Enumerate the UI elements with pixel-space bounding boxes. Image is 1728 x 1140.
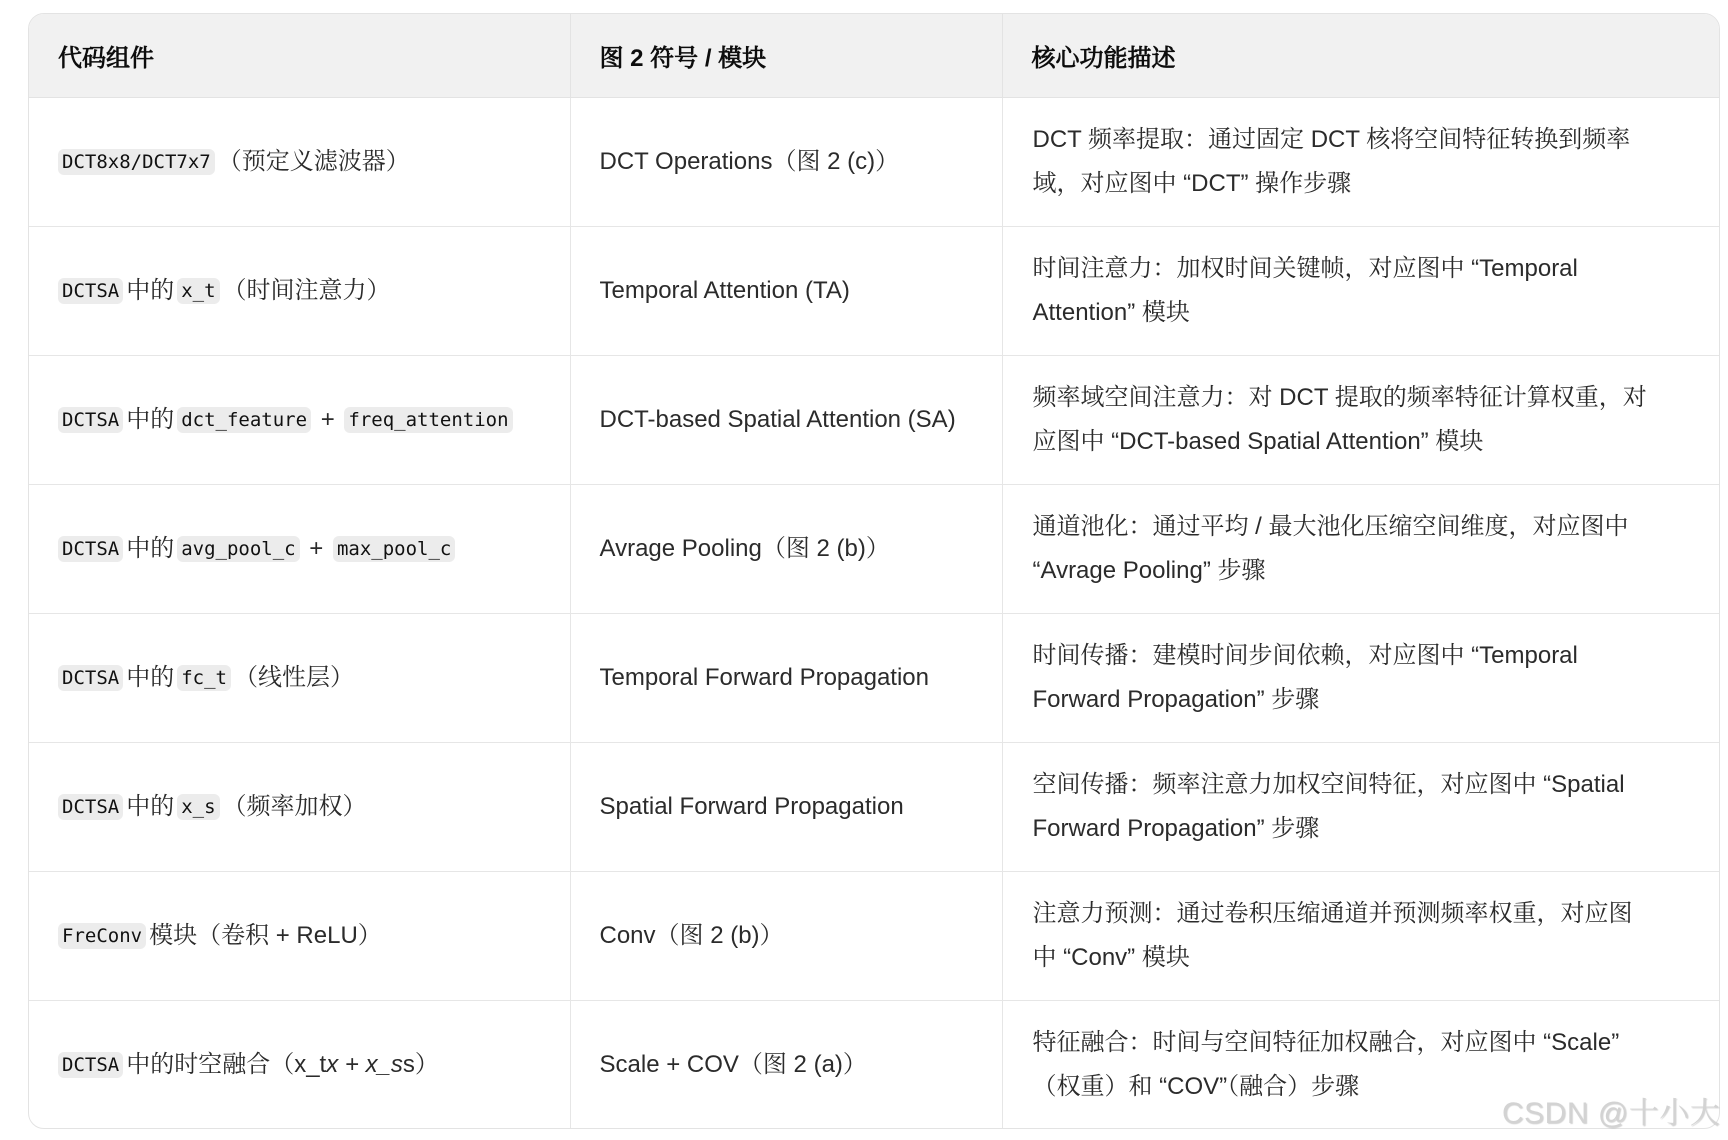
description-line: Forward Propagation” 步骤 [1032, 685, 1320, 713]
code-chip: DCT8x8/DCT7x7 [58, 149, 215, 175]
figure-symbol-cell [570, 355, 1002, 484]
component-text: s） [402, 1050, 439, 1078]
component-text: 中的 [126, 276, 175, 304]
description-line: 特征融合：时间与空间特征加权融合，对应图中 “Scale” [1032, 1028, 1620, 1056]
component-text: 中的时空融合（x_t [126, 1050, 327, 1078]
component-cell [29, 355, 570, 484]
table-body [29, 97, 1719, 1129]
table-row [29, 871, 1719, 1000]
description-line: Attention” 模块 [1032, 298, 1190, 326]
table-header [29, 14, 1719, 97]
table-row [29, 613, 1719, 742]
component-text: （预定义滤波器） [217, 147, 410, 175]
description-line: 注意力预测：通过卷积压缩通道并预测频率权重，对应图 [1032, 899, 1633, 927]
code-chip: fc_t [177, 665, 231, 691]
description-line: 时间传播：建模时间步间依赖，对应图中 “Temporal [1032, 641, 1578, 669]
italic-formula-text: x + x_s [326, 1050, 403, 1078]
plus-sign: + [302, 534, 330, 562]
component-cell [29, 871, 570, 1000]
component-cell [29, 742, 570, 871]
description-cell [1002, 226, 1719, 355]
table-container [28, 13, 1720, 1129]
description-line: 空间传播：频率注意力加权空间特征，对应图中 “Spatial [1032, 770, 1625, 798]
figure-symbol-cell [570, 613, 1002, 742]
figure-symbol-cell [570, 742, 1002, 871]
component-cell [29, 613, 570, 742]
table-row [29, 97, 1719, 226]
header-core-function: 核心功能描述 [1002, 14, 1719, 97]
figure-symbol-text: Scale + COV（图 2 (a)） [599, 1050, 867, 1078]
figure-symbol-cell [570, 226, 1002, 355]
csdn-watermark: CSDN @十小大 [1502, 1097, 1721, 1130]
code-chip: x_t [177, 278, 219, 304]
description-line: 频率域空间注意力：对 DCT 提取的频率特征计算权重，对 [1032, 383, 1647, 411]
description-line: 域，对应图中 “DCT” 操作步骤 [1032, 169, 1352, 197]
component-cell [29, 226, 570, 355]
code-chip: max_pool_c [333, 536, 455, 562]
description-cell [1002, 613, 1719, 742]
component-cell [29, 484, 570, 613]
description-line: Forward Propagation” 步骤 [1032, 814, 1320, 842]
figure-symbol-text: Temporal Attention (TA) [599, 276, 850, 304]
description-cell [1002, 355, 1719, 484]
description-cell [1002, 1000, 1719, 1129]
figure-symbol-text: Conv（图 2 (b)） [599, 921, 784, 949]
description-line: 中 “Conv” 模块 [1032, 943, 1190, 971]
table-row [29, 355, 1719, 484]
description-line: DCT 频率提取：通过固定 DCT 核将空间特征转换到频率 [1032, 125, 1631, 153]
component-text: 中的 [126, 405, 175, 433]
header-code-component: 代码组件 [29, 14, 570, 97]
header-row [29, 14, 1719, 97]
description-line: 时间注意力：加权时间关键帧，对应图中 “Temporal [1032, 254, 1578, 282]
component-text: （时间注意力） [222, 276, 391, 304]
table-row [29, 742, 1719, 871]
figure-symbol-cell [570, 871, 1002, 1000]
figure-symbol-cell [570, 97, 1002, 226]
code-chip: dct_feature [177, 407, 311, 433]
component-text: 模块（卷积 + ReLU） [149, 921, 382, 949]
figure-symbol-text: Avrage Pooling（图 2 (b)） [599, 534, 890, 562]
component-text: （线性层） [233, 663, 354, 691]
figure-symbol-text: DCT-based Spatial Attention (SA) [599, 405, 956, 433]
description-line: “Avrage Pooling” 步骤 [1032, 556, 1266, 584]
component-text: 中的 [126, 792, 175, 820]
code-chip: DCTSA [58, 794, 123, 820]
code-chip: DCTSA [58, 536, 123, 562]
code-chip: x_s [177, 794, 219, 820]
description-line: 应图中 “DCT-based Spatial Attention” 模块 [1032, 427, 1484, 455]
table-row [29, 1000, 1719, 1129]
description-cell [1002, 97, 1719, 226]
plus-sign: + [314, 405, 342, 433]
code-chip: FreConv [58, 923, 146, 949]
code-chip: freq_attention [344, 407, 512, 433]
code-chip: DCTSA [58, 278, 123, 304]
code-chip: DCTSA [58, 1052, 123, 1078]
component-text: （频率加权） [222, 792, 367, 820]
description-cell [1002, 871, 1719, 1000]
figure-symbol-cell [570, 484, 1002, 613]
component-mapping-table [29, 14, 1719, 1129]
component-text: 中的 [126, 663, 175, 691]
table-row [29, 484, 1719, 613]
description-cell [1002, 484, 1719, 613]
figure-symbol-cell [570, 1000, 1002, 1129]
table-row [29, 226, 1719, 355]
description-cell [1002, 742, 1719, 871]
description-line: 通道池化：通过平均 / 最大池化压缩空间维度，对应图中 [1032, 512, 1629, 540]
figure-symbol-text: Spatial Forward Propagation [599, 792, 904, 820]
component-text: 中的 [126, 534, 175, 562]
description-line: （权重）和 “COV”（融合）步骤 [1032, 1072, 1360, 1100]
code-chip: avg_pool_c [177, 536, 299, 562]
header-figure-symbol: 图 2 符号 / 模块 [570, 14, 1002, 97]
component-cell [29, 1000, 570, 1129]
code-chip: DCTSA [58, 407, 123, 433]
component-cell [29, 97, 570, 226]
figure-symbol-text: DCT Operations（图 2 (c)） [599, 147, 900, 175]
figure-symbol-text: Temporal Forward Propagation [599, 663, 929, 691]
code-chip: DCTSA [58, 665, 123, 691]
